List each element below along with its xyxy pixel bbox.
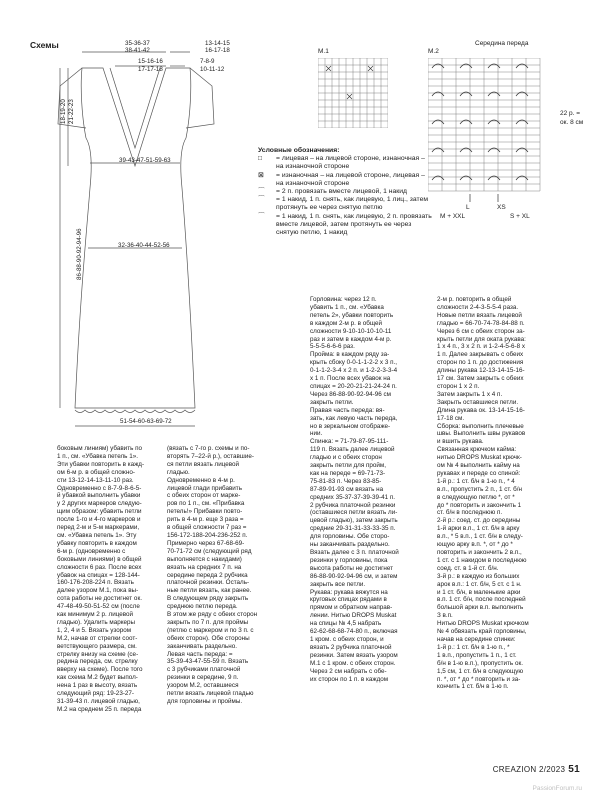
- label-waist: 32-36-40-44-52-56: [118, 242, 170, 249]
- label-neck-right-1: 7-8-9: [200, 58, 215, 65]
- hem-scallop: [75, 410, 195, 413]
- skpo-symbol-icon: ⌒: [258, 196, 265, 204]
- legend-title: Условные обозначения:: [258, 147, 340, 154]
- chart-m1-label: M.1: [318, 48, 329, 55]
- size-label-xs: XS: [497, 204, 506, 211]
- dress-outline: [75, 68, 195, 408]
- double-decrease-symbol-icon: ⌒: [258, 212, 265, 220]
- size-label-m-xxl: M + XXL: [440, 213, 466, 220]
- watermark: PassionForum.ru: [532, 785, 582, 792]
- legend-item: □ = лицевая – на лицевой стороне, изнаночная – на изнаночной стороне: [258, 155, 425, 171]
- label-hem: 51-54-60-63-69-72: [120, 418, 172, 425]
- page-footer: [493, 764, 580, 775]
- label-side-top-2: 21-22-23: [68, 99, 75, 124]
- knit-symbol-icon: □: [258, 155, 263, 163]
- label-neck-right-2: 10-11-12: [200, 66, 225, 73]
- label-top-left-2: 38-41-42: [125, 47, 150, 54]
- size-label-l: L: [466, 204, 470, 211]
- size-label-s-xl: S + XL: [510, 213, 530, 220]
- label-side-top-1: 18-19-20: [60, 99, 67, 124]
- text-column-2: (вязать с 7-го р. схемы и по- вторять 7–22-й р.), оставшие- ся петли вязать лицевой гладью. Одновременно в 4-м р. лицевой глади прибавить с обеих сторон от марке- ров по 1 п., см. «Прибавка петель!» Прибавки повто- рить в 4-м р. еще 3 раза = в общей сложности 7 раз = 156-172-188-204-236-252 п. Примерно через 67-68-69- 70-71-72 см (следующий ряд выполняется с накидами) вязать на средних 7 п. на середине переда 2 рубчика платочной резинки. Осталь- ные петли вязать, как ранее. В следующем ряду закрыть среднюю петлю переда. В этом же ряду с обеих сторон закрыть по 7 п. для проймы (петлю с маркером и по 3 п. с обеих сторон). Обе стороны заканчивать раздельно. Левая часть переда: = 35-39-43-47-55-59 п. Вязать с 3 рубчиками платочной резинки в середине, 9 п. узором М.2, оставшиеся петли вязать лицевой гладью для горловины и проймы.: [167, 445, 258, 705]
- rows-label-2: ок. 8 см: [560, 119, 584, 126]
- legend-item: ⊠ = изнаночная – на лицевой стороне, лицевая – на изнаночной стороне: [258, 171, 425, 187]
- rows-label-1: 22 р. =: [560, 110, 581, 117]
- label-neck-left-1: 15-16-16: [138, 58, 163, 65]
- label-neck-left-2: 17-17-18: [138, 66, 163, 73]
- chart-m2: [428, 58, 548, 208]
- legend: [258, 147, 433, 237]
- neckline: [110, 68, 160, 148]
- k2tog-symbol-icon: ⌒: [258, 188, 265, 196]
- label-bust: 39-43-47-51-59-63: [119, 157, 171, 164]
- chart-m1: [318, 58, 388, 128]
- chart-m2-label: M.2: [428, 48, 439, 55]
- text-column-1: боковым линиям) убавить по 1 п., см. «Убавка петель 1». Эти убавки повторить в кажд- ом 6-м р. в общей сложно- сти 13-12-14-13-11-10 раз. Одновременно с 8-7-9-8-6-5- й убавкой выполнить убавки у 2 других маркеров следую- щим образом: убавить петли после 1-го и 4-го маркеров и перед 2-м и 5-м маркерами, см. «Убавка петель 1». Эту убавку повторить в каждом 6-м р. (одновременно с боковыми линиями) в общей сложности 6 раз. После всех убавок на спицах = 128-144- 160-176-208-224 п. Вязать далее узором М.1, пока вы- сота работы не достигнет ок. 47-48-49-50-51-52 см (после как минимум 2 р. лицевой гладью). Удалить маркеры 1, 2, 4 и 5. Вязать узором М.2, начав от стрелки соот- ветствующего размера, см. стрелку внизу на схеме (се- редина переда, см. стрелку вверху на схеме). После того как схема М.2 будет выпол- нена 1 раз в высоту, вязать следующий ряд: 19-23-27- 31-39-43 п. лицевой гладью, М.2 на среднем 25 п. переда: [57, 445, 145, 713]
- label-top-left-1: 35-36-37: [125, 40, 150, 47]
- label-top-right-2: 16-17-18: [205, 47, 230, 54]
- label-length: 86-88-90-92-94-96: [76, 228, 83, 280]
- text-column-4: 2-м р. повторить в общей сложности 2-4-3-5-5-4 раза. Новые петли вязать лицевой гладью = 66-70-74-78-84-88 п. Через 6 см с обеих сторон за- крыть петли для оката рукава: 1 х 4 п., 3 х 2 п. и 1-2-4-5-6-8 х 1 п. Далее закрывать с обеих сторон по 1 п. до достижения длины рукава 12-13-14-15-16- 17 см. Затем закрыть с обеих сторон 1 х 2 п. Затем закрыть 1 х 4 п. Закрыть оставшиеся петли. Длина рукава ок. 13-14-15-16- 17-18 см. Сборка: выполнить плечевые швы. Выполнить швы рукавов и вшить рукава. Связанная крючком кайма: нитью DROPS Muskat крючк- ом № 4 выполнить кайму на рукавах и переде со спиной: 1-й р.: 1 ст. б/н в 1-ю п., * 4 в.п., пропустить 2 п., 1 ст. б/н в следующую петлю *, от * до * повторить и закончить 1 ст. б/н в последнюю п. 2-й р.: соед. ст. до середины 1-й арки в.п., 1 ст. б/н в арку в.п., * 5 в.п., 1 ст. б/н в следу- ющую арку в.п. *, от * до * повторить и закончить 2 в.п., 1 ст. с 1 накидом в последнюю соед. ст. в 1-й ст. б/н. 3-й р.: в каждую из больших арок в.п.: 1 ст. б/н, 5 ст. с 1 н. и 1 ст. б/н, в маленькие арки в.п. 1 ст. б/н, после последней большой арки в.п. выполнить З в.п. Нитью DROPS Muskat крючком № 4 обвязать край горловины, начав на середине спинки: 1-й р.: 1 ст. б/н в 1-ю п., * 1 в.п., пропустить 1 п., 1 ст. б/н в 1-ю в.п.), пропустить ок. 1,5 см, 1 ст. б/н в следующую п. *, от * до * повторить и за- кончить 1 ст. б/н в 1-ю п.: [437, 296, 529, 691]
- legend-item: ⌒ = 2 п. провязать вместе лицевой, 1 накид: [258, 188, 408, 196]
- legend-item: ⌒ = 1 накид, 1 п. снять, как лицевую, 2 п. провязать вместе лицевой, затем протянуть ее через снятую петлю, 1 накид: [258, 212, 432, 237]
- page-number: 51: [568, 764, 580, 775]
- purl-symbol-icon: ⊠: [258, 171, 264, 179]
- magazine-name: CREAZION 2/2023: [492, 765, 566, 774]
- chart-center-label: Середина переда: [475, 40, 529, 47]
- text-column-3: Горловина: через 12 п. убавить 1 п., см. «Убавка петель 2», убавки повторить в каждом 2-м р. в общей сложности 9-10-10-10-10-11 раз и затем в каждом 4-м р. 5-5-5-6-6-6 раз. Пройма: в каждом ряду за- крыть сбоку 0-0-1-1-2-2 х 3 п., 0-1-1-2-3-4 х 2 п. и 1-2-2-3-3-4 х 1 п. После всех убавок на спицах = 20-20-21-21-24-24 п. Через 86-88-90-92-94-96 см закрыть петли. Правая часть переда: вя- зать, как левую часть переда, но в зеркальном отображе- нии. Спинка: = 71-79-87-95-111- 119 п. Вязать далее лицевой гладью и с обеих сторон закрыть петли для пройм, как на переде = 69-71-73- 75-81-83 п. Через 83-85- 87-89-91-93 см вязать на средних 35-37-37-39-39-41 п. 2 рубчика платочной резинки (оставшиеся петли вязать ли- цевой гладью), затем закрыть средние 29-31-31-33-33-35 п. для горловины. Обе сторо- ны заканчивать раздельно. Вязать далее с 3 п. платочной резинки у горловины, пока высота работы не достигнет 86-88-90-92-94-96 см, и затем закрыть все петли. Рукава: рукава вяжутся на круговых спицах рядами в прямом и обратном направ- лении. Нитью DROPS Muskat на спицы № 4,5 набрать 62-62-68-68-74-80 п., включая 1 кром. с обеих сторон, и вязать 2 рубчика платочной резинки. Затем вязать узором М.1 с 1 кром. с обеих сторон. Через 2 см набрать с обе- их сторон по 1 п. в каждом: [310, 296, 399, 683]
- legend-item: ⌒ = 1 накид, 1 п. снять, как лицевую, 1 лиц., затем протянуть ее через снятую петлю: [258, 196, 429, 212]
- label-top-right-1: 13-14-15: [205, 40, 230, 47]
- page-title: Схемы: [30, 40, 59, 50]
